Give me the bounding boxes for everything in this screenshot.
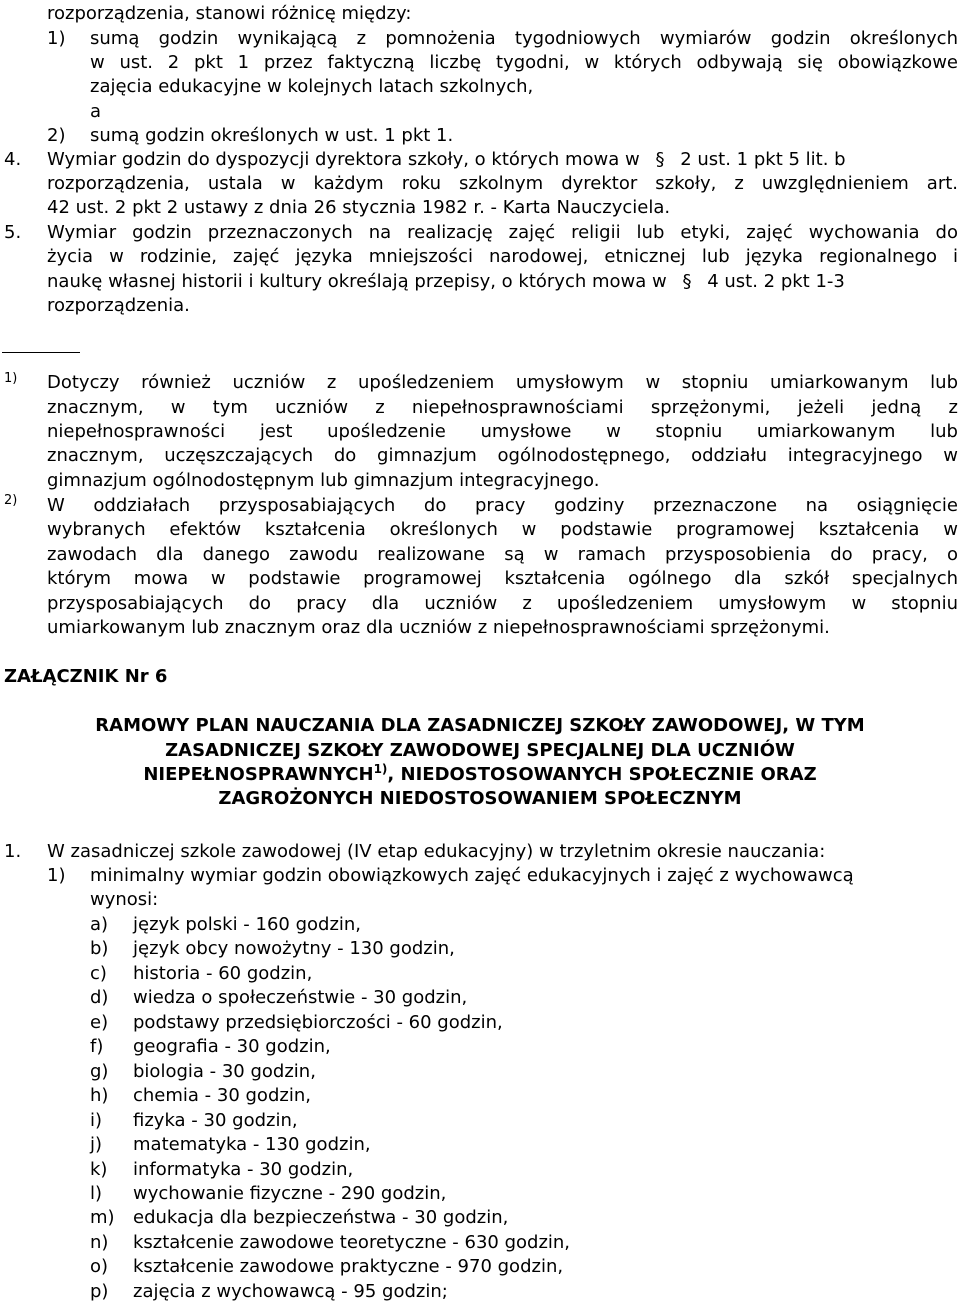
document-title-line	[0, 763, 960, 787]
paragraph-line: Wymiar godzin przeznaczonych na realizację zajęć religii lub etyki, zajęć wychowania do	[47, 222, 958, 243]
footnote-line: gimnazjum ogólnodostępnym lub gimnazjum integracyjnego.	[47, 470, 600, 491]
footnote-reference: 1)	[373, 762, 388, 776]
list-item-marker: f)	[90, 1036, 104, 1057]
list-item-text: język polski - 160 godzin,	[133, 914, 362, 935]
paragraph-line: wynosi:	[90, 889, 159, 910]
list-item-marker: p)	[90, 1281, 109, 1302]
list-item-text: wychowanie fizyczne - 290 godzin,	[133, 1183, 447, 1204]
paragraph-line	[47, 270, 845, 294]
list-item-text: geografia - 30 godzin,	[133, 1036, 331, 1057]
footnote-line: znacznym, w tym uczniów z niepełnosprawnościami sprzężonymi, jeżeli jedną z	[47, 397, 958, 418]
text-span: Wymiar godzin do dyspozycji dyrektora szkoły, o których mowa w	[47, 149, 640, 170]
list-item-text: matematyka - 130 godzin,	[133, 1134, 371, 1155]
section-sign: §	[682, 271, 692, 292]
list-item-marker: a)	[90, 914, 109, 935]
document-title-line: ZASADNICZEJ SZKOŁY ZAWODOWEJ SPECJALNEJ DLA UCZNIÓW	[165, 740, 795, 761]
list-item-marker: l)	[90, 1183, 103, 1204]
list-item-text: język obcy nowożytny - 130 godzin,	[133, 938, 455, 959]
list-item-marker: j)	[90, 1134, 103, 1155]
section-sign: §	[655, 149, 665, 170]
footnote-line: znacznym, uczęszczających do gimnazjum ogólnodostępnego, oddziału integracyjnego w	[47, 445, 958, 466]
document-title-line: ZAGROŻONYCH NIEDOSTOSOWANIEM SPOŁECZNYM	[218, 788, 742, 809]
footnote-line: którym mowa w podstawie programowej kształcenia ogólnego dla szkół specjalnych	[47, 568, 958, 589]
list-item-marker: k)	[90, 1159, 108, 1180]
list-item-text: edukacja dla bezpieczeństwa - 30 godzin,	[133, 1207, 509, 1228]
list-marker: 1)	[47, 28, 66, 49]
footnote-line: niepełnosprawności jest upośledzenie umysłowe w stopniu umiarkowanym lub	[47, 421, 958, 442]
list-marker: 2)	[47, 125, 66, 146]
list-item-marker: d)	[90, 987, 109, 1008]
paragraph-line: życia w rodzinie, zajęć języka mniejszości narodowej, etnicznej lub języka regionalnego i	[47, 246, 958, 267]
point-marker: 4.	[4, 149, 22, 170]
paragraph-line: 42 ust. 2 pkt 2 ustawy z dnia 26 stycznia 1982 r. - Karta Nauczyciela.	[47, 197, 671, 218]
point-marker: 5.	[4, 222, 22, 243]
list-item-text: zajęcia z wychowawcą - 95 godzin;	[133, 1281, 448, 1302]
list-item-text: historia - 60 godzin,	[133, 963, 313, 984]
list-item-text: informatyka - 30 godzin,	[133, 1159, 354, 1180]
conjunction-text: a	[90, 101, 102, 122]
paragraph-line: rozporządzenia, stanowi różnicę między:	[47, 3, 412, 24]
footnote-line: umiarkowanym lub znacznym oraz dla uczniów z niepełnosprawnościami sprzężonymi.	[47, 617, 830, 638]
paragraph-line: sumą godzin określonych w ust. 1 pkt 1.	[90, 125, 454, 146]
paragraph-line: W zasadniczej szkole zawodowej (IV etap edukacyjny) w trzyletnim okresie nauczania:	[47, 841, 826, 862]
paragraph-line: sumą godzin wynikającą z pomnożenia tygodniowych wymiarów godzin określonych	[90, 28, 958, 49]
list-item-marker: o)	[90, 1256, 109, 1277]
footnote-line: wybranych efektów kształcenia określonych w podstawie programowej kształcenia w	[47, 519, 958, 540]
list-item-marker: e)	[90, 1012, 109, 1033]
section-marker: 1.	[4, 841, 22, 862]
paragraph-line: zajęcia edukacyjne w kolejnych latach szkolnych,	[90, 76, 534, 97]
list-item-text: biologia - 30 godzin,	[133, 1061, 316, 1082]
list-item-marker: g)	[90, 1061, 109, 1082]
paragraph-line: rozporządzenia, ustala w każdym roku szkolnym dyrektor szkoły, z uwzględnieniem art.	[47, 173, 958, 194]
list-item-text: wiedza o społeczeństwie - 30 godzin,	[133, 987, 468, 1008]
paragraph-line: minimalny wymiar godzin obowiązkowych zajęć edukacyjnych i zajęć z wychowawcą	[90, 865, 854, 886]
list-item-text: kształcenie zawodowe teoretyczne - 630 godzin,	[133, 1232, 571, 1253]
list-marker: 1)	[47, 865, 66, 886]
paragraph-line: rozporządzenia.	[47, 295, 190, 316]
document-title-line: RAMOWY PLAN NAUCZANIA DLA ZASADNICZEJ SZKOŁY ZAWODOWEJ, W TYM	[95, 715, 865, 736]
list-item-marker: c)	[90, 963, 107, 984]
footnote-line: przysposabiających do pracy dla uczniów z upośledzeniem umysłowym w stopniu	[47, 593, 958, 614]
list-item-text: kształcenie zawodowe praktyczne - 970 godzin,	[133, 1256, 564, 1277]
list-item-text: chemia - 30 godzin,	[133, 1085, 311, 1106]
list-item-marker: h)	[90, 1085, 109, 1106]
footnote-line: W oddziałach przysposabiających do pracy godziny przeznaczone na osiągnięcie	[47, 495, 958, 516]
text-span: 2 ust. 1 pkt 5 lit. b	[680, 149, 846, 170]
paragraph-line: w ust. 2 pkt 1 przez faktyczną liczbę tygodni, w których odbywają się obowiązkowe	[90, 52, 958, 73]
annex-heading: ZAŁĄCZNIK Nr 6	[4, 666, 168, 687]
list-item-marker: i)	[90, 1110, 103, 1131]
list-item-marker: b)	[90, 938, 109, 959]
text-span: NIEPEŁNOSPRAWNYCH	[143, 764, 374, 785]
list-item-marker: m)	[90, 1207, 115, 1228]
footnote-marker: 1)	[4, 371, 18, 386]
list-item-text: fizyka - 30 godzin,	[133, 1110, 298, 1131]
text-span: naukę własnej historii i kultury określają przepisy, o których mowa w	[47, 271, 667, 292]
footnote-line: zawodach dla danego zawodu realizowane są w ramach przysposobienia do pracy, o	[47, 544, 958, 565]
list-item-text: podstawy przedsiębiorczości - 60 godzin,	[133, 1012, 503, 1033]
paragraph-line	[47, 148, 846, 172]
footnote-separator	[2, 352, 80, 353]
list-item-marker: n)	[90, 1232, 109, 1253]
text-span: , NIEDOSTOSOWANYCH SPOŁECZNIE ORAZ	[387, 764, 817, 785]
footnote-line: Dotyczy również uczniów z upośledzeniem umysłowym w stopniu umiarkowanym lub	[47, 372, 958, 393]
footnote-marker: 2)	[4, 493, 18, 508]
text-span: 4 ust. 2 pkt 1-3	[707, 271, 845, 292]
